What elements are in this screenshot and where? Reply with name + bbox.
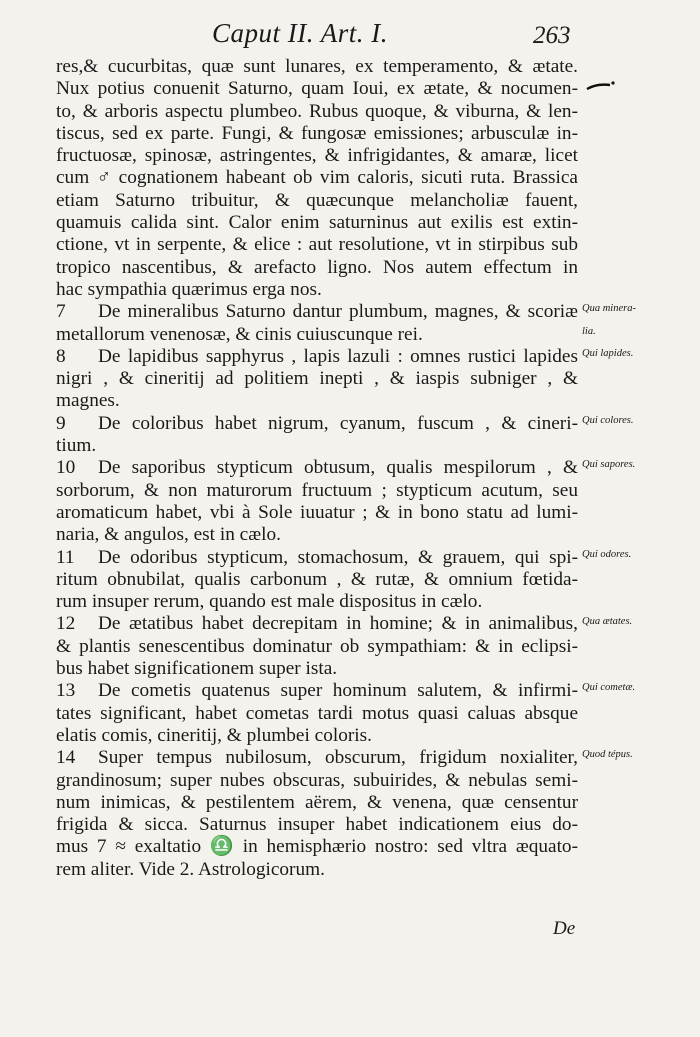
line-text: ritum obnubilat, qualis carbonum , & rutæ, & omnium fœtida- — [56, 568, 578, 590]
text-line — [56, 234, 578, 256]
text-line — [56, 524, 578, 546]
line-text: De cometis quatenus super hominum salutem, & infirmi- — [98, 680, 578, 702]
main-text-block — [56, 56, 578, 881]
text-line — [56, 480, 578, 502]
paragraph-number: 7 — [56, 301, 66, 323]
margin-note: Qui cometæ. — [582, 682, 636, 694]
page-number: 263 — [533, 22, 571, 49]
paragraph-number: 12 — [56, 613, 76, 635]
text-line — [56, 658, 578, 680]
text-line — [56, 167, 578, 189]
line-text: cum ♂ cognationem habeant ob vim caloris, sicuti ruta. Brassica — [56, 167, 578, 189]
line-text: etiam Saturno tribuitur, & quæcunque melancholiæ fauent, — [56, 189, 578, 211]
text-line — [56, 212, 578, 234]
line-text: Super tempus nubilosum, obscurum, frigidum noxialiter, — [98, 747, 578, 769]
line-text: fructuosæ, spinosæ, astringentes, & infrigidantes, & amaræ, licet — [56, 145, 578, 167]
text-line — [56, 368, 578, 390]
text-line — [56, 279, 578, 301]
line-text: rem aliter. Vide 2. Astrologicorum. — [56, 858, 325, 880]
line-text: nigri , & cineritij ad politiem inepti , & iaspis subniger , & — [56, 368, 578, 390]
line-text: De saporibus stypticum obtusum, qualis mespilorum , & — [98, 457, 578, 479]
line-text: De odoribus stypticum, stomachosum, & grauem, qui spi- — [98, 546, 578, 568]
line-text: frigida & sicca. Saturnus insuper habet indicationem eius do- — [56, 814, 578, 836]
line-text: metallorum venenosæ, & cinis cuiuscunque rei. — [56, 323, 423, 345]
text-line — [56, 56, 578, 78]
margin-note: Quod tépus. — [582, 749, 633, 761]
text-line — [56, 502, 578, 524]
paragraph-number: 11 — [56, 546, 75, 568]
line-text: De coloribus habet nigrum, cyanum, fuscum , & cineri- — [98, 412, 578, 434]
line-text: magnes. — [56, 390, 120, 412]
text-line — [56, 680, 578, 702]
paragraph-number: 10 — [56, 457, 76, 479]
text-line — [56, 636, 578, 658]
text-line — [56, 859, 578, 881]
text-line — [56, 78, 578, 100]
text-line — [56, 836, 578, 858]
text-line — [56, 457, 578, 479]
line-text: sorborum, & non maturorum fructuum ; stypticum acutum, seu — [56, 479, 578, 501]
text-line — [56, 613, 578, 635]
text-line — [56, 591, 578, 613]
margin-note: Qua minera- — [582, 303, 636, 315]
text-line — [56, 569, 578, 591]
text-line — [56, 390, 578, 412]
line-text: tium. — [56, 435, 97, 457]
catchword: De — [553, 918, 576, 939]
line-text: to, & arboris aspectu plumbeo. Rubus quoque, & viburna, & len- — [56, 100, 578, 122]
text-line — [56, 145, 578, 167]
text-line — [56, 101, 578, 123]
margin-note: Qua ætates. — [582, 615, 633, 627]
line-text: tiscus, sed ex parte. Fungi, & fungosæ emissiones; arbusculæ in- — [56, 122, 578, 144]
line-text: bus habet significationem super ista. — [56, 658, 338, 680]
margin-note: Qui colores. — [582, 414, 634, 426]
line-text: elatis comis, cineritij, & plumbei coloris. — [56, 724, 372, 746]
ink-mark-icon — [586, 80, 616, 92]
line-text: naria, & angulos, est in cælo. — [56, 524, 281, 546]
text-line — [56, 123, 578, 145]
text-line — [56, 346, 578, 368]
paragraph-number: 13 — [56, 680, 76, 702]
line-text: Nux potius conuenit Saturno, quam Ioui, ex ætate, & nocumen- — [56, 78, 578, 100]
text-line — [56, 747, 578, 769]
paragraph-number: 14 — [56, 747, 76, 769]
line-text: & plantis senescentibus dominatur ob sympathiam: & in eclipsi- — [56, 635, 578, 657]
running-header — [0, 14, 700, 50]
line-text: num inimicas, & pestilentem aërem, & venena, quæ censentur — [56, 791, 578, 813]
text-line — [56, 770, 578, 792]
text-line — [56, 190, 578, 212]
line-text: res,& cucurbitas, quæ sunt lunares, ex temperamento, & ætate. — [56, 56, 578, 77]
paragraph-number: 9 — [56, 412, 66, 434]
text-line — [56, 792, 578, 814]
line-text: rum insuper rerum, quando est male dispositus in cælo. — [56, 591, 483, 613]
text-line — [56, 814, 578, 836]
line-text: tates significant, habet cometas tardi motus quasi caluas absque — [56, 702, 578, 724]
line-text: aromaticum habet, vbi à Sole iuuatur ; & in bono statu ad lumi- — [56, 501, 578, 523]
line-text: hac sympathia quærimus erga nos. — [56, 278, 322, 300]
paragraph-number: 8 — [56, 345, 66, 367]
text-line — [56, 435, 578, 457]
line-text: quamuis calida sint. Calor enim saturninus aut exilis est extin- — [56, 212, 578, 234]
line-text: ctione, vt in serpente, & elice : aut resolutione, vt in stirpibus sub — [56, 234, 578, 256]
text-line — [56, 324, 578, 346]
margin-note: Qui sapores. — [582, 459, 636, 471]
text-line — [56, 413, 578, 435]
margin-note: lia. — [582, 325, 596, 337]
line-text: grandinosum; super nubes obscuras, subuirides, & nebulas semi- — [56, 769, 578, 791]
text-line — [56, 547, 578, 569]
text-line — [56, 725, 578, 747]
line-text: De ætatibus habet decrepitam in homine; & in animalibus, — [98, 613, 578, 635]
line-text: tropico nascentibus, & arefacto ligno. Nos autem effectum in — [56, 256, 578, 278]
text-line — [56, 703, 578, 725]
margin-note: Qui odores. — [582, 548, 632, 560]
line-text: mus 7 ≈ exaltatio ♎ in hemisphærio nostro: sed vltra æquato- — [56, 836, 578, 858]
line-text: De lapidibus sapphyrus , lapis lazuli : omnes rustici lapides — [98, 345, 578, 367]
text-line — [56, 301, 578, 323]
text-line — [56, 257, 578, 279]
running-title: Caput II. Art. I. — [212, 18, 388, 48]
margin-note: Qui lapides. — [582, 347, 634, 359]
line-text: De mineralibus Saturno dantur plumbum, magnes, & scoriæ — [98, 301, 578, 323]
